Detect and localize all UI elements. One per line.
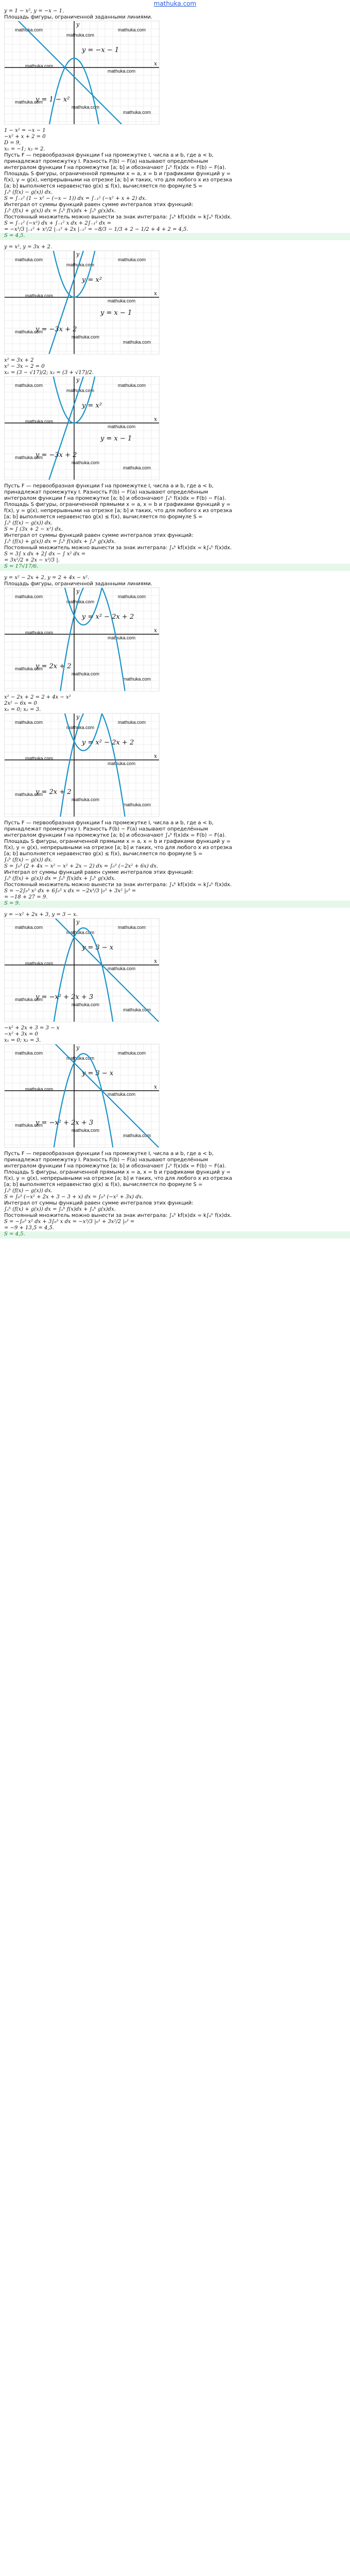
solution-line: −x² + 2x + 3 = 3 − x [4,1025,60,1031]
watermark-text: mathuka.com [108,69,136,74]
function-graph [4,376,160,480]
solution-line: Постоянный множитель можно вынести за знак интеграла: ∫ₐᵇ kf(x)dx = k∫ₐᵇ f(x)dx. [4,1213,232,1218]
answer-line: S = 4,5. [4,1231,25,1237]
solution-line: S = ∫ (3x + 2 − x²) dx. [4,527,63,532]
y-axis-label: y [76,251,80,258]
curve-label: y = 3 − x [82,944,114,952]
solution-line: f(x), y = g(x), непрерывными на отрезке [a; b] и таких, что для любого x из отрезка [4,508,232,514]
solution-line: ∫ₐᵇ (f(x) − g(x)) dx. [4,520,53,526]
solution-line: x₁ = −1; x₂ = 2. [4,146,45,152]
solution-line: принадлежат промежутку I. Разность F(b) − F(a) называют определённым [4,826,208,832]
solution-line: 2x² − 6x = 0 [4,701,37,706]
solution-line: ∫ₐᵇ (f(x) − g(x)) dx. [4,190,53,195]
watermark-text: mathuka.com [66,725,95,730]
curve-label: y = −x − 1 [82,46,119,54]
watermark-text: mathuka.com [108,1092,136,1097]
watermark-text: mathuka.com [123,802,151,807]
solution-line: Интеграл от суммы функций равен сумме интегралов этих функций: [4,1200,194,1206]
graph-svg [5,377,159,480]
watermark-text: mathuka.com [15,594,43,599]
curve-label: y = 1 − x² [36,96,70,104]
curve-label: y = x² [82,276,102,284]
y-axis-label: y [76,714,80,720]
curve-label: y = −x² + 2x + 3 [36,1119,94,1127]
solution-line: S = −∫₀³ x² dx + 3∫₀³ x dx = −x³/3 |₀³ + 3x²/2 |₀³ = [4,1219,135,1225]
solution-line: y = x², y = 3x + 2. [4,244,52,250]
solution-line: Постоянный множитель можно вынести за знак интеграла: ∫ₐᵇ kf(x)dx = k∫ₐᵇ f(x)dx. [4,214,232,220]
solution-line: S = ∫₋₁² (1 − x² − (−x − 1)) dx = ∫₋₁² (−x² + x + 2) dx. [4,196,147,201]
watermark-text: mathuka.com [66,32,95,38]
solution-line: интегралом функции f на промежутке [a; b] и обозначают ∫ₐᵇ f(x)dx = F(b) − F(a). [4,833,226,838]
solution-line: 1 − x² = −x − 1 [4,128,46,133]
solution-line: x₁ = 0; x₂ = 3. [4,1038,41,1043]
watermark-text: mathuka.com [66,599,95,604]
solution-line: Площадь S фигуры, ограниченной прямыми x = a, x = b и графиками функций y = [4,171,231,177]
watermark-text: mathuka.com [66,388,95,393]
solution-line: f(x), y = g(x), непрерывными на отрезке [a; b] и таких, что для любого x из отрезка [4,845,232,851]
watermark-text: mathuka.com [15,99,43,105]
graph-svg [5,1044,159,1147]
watermark-text: mathuka.com [25,961,54,966]
solution-line: интегралом функции f на промежутке [a; b] и обозначают ∫ₐᵇ f(x)dx = F(b) − F(a). [4,496,226,501]
watermark-text: mathuka.com [118,383,146,388]
watermark-text: mathuka.com [123,110,151,115]
solution-line: f(x), y = g(x), непрерывными на отрезке [a; b] и таких, что для любого x из отрезка [4,1176,232,1181]
solution-line: ∫ₐᵇ (f(x) + g(x)) dx = ∫ₐᵇ f(x)dx + ∫ₐᵇ g(x)dx. [4,876,116,882]
y-axis-label: y [76,588,80,595]
solution-line: принадлежат промежутку I. Разность F(b) − F(a) называют определённым [4,1157,208,1163]
solution-line: = −18 + 27 = 9. [4,894,48,900]
watermark-text: mathuka.com [118,925,146,930]
watermark-text: mathuka.com [25,63,54,69]
solution-line: интегралом функции f на промежутке [a; b] и обозначают ∫ₐᵇ f(x)dx = F(b) − F(a). [4,165,226,171]
watermark-text: mathuka.com [15,997,43,1002]
watermark-text: mathuka.com [118,27,146,32]
watermark-text: mathuka.com [15,792,43,797]
solution-line: Площадь S фигуры, ограниченной прямыми x = a, x = b и графиками функций y = [4,1170,231,1175]
curve-label: y = 2x + 2 [36,663,72,670]
y-axis-label: y [76,1044,80,1051]
solution-line: f(x), y = g(x), непрерывными на отрезке [a; b] и таких, что для любого x из отрезка [4,177,232,183]
graph-svg [5,251,159,354]
solution-line: −x² + x + 2 = 0 [4,134,46,140]
x-axis-label: x [154,416,157,422]
solution-line: Пусть F — первообразная функции f на промежутке I, числа a и b, где a < b, [4,483,214,489]
watermark-text: mathuka.com [123,676,151,682]
solution-line: ∫ₐᵇ (f(x) + g(x)) dx = ∫ₐᵇ f(x)dx + ∫ₐᵇ g(x)dx. [4,539,116,545]
curve-label: y = 2x + 2 [36,788,72,796]
solution-line: S = 3∫ x dx + 2∫ dx − ∫ x² dx = [4,551,86,557]
solution-line: x² − 3x − 2 = 0 [4,364,45,369]
function-graph [4,713,160,817]
curve-label: y = 3 − x [82,1070,114,1077]
graph-svg [5,21,159,124]
solution-line: ∫ₐᵇ (f(x) + g(x)) dx = ∫ₐᵇ f(x)dx + ∫ₐᵇ g(x)dx. [4,1207,116,1212]
x-axis-label: x [154,1083,157,1090]
watermark-text: mathuka.com [108,761,136,766]
watermark-text: mathuka.com [15,455,43,460]
solution-line: x₁ = 0; x₂ = 3. [4,707,41,713]
x-axis-label: x [154,958,157,964]
solution-line: = 3x²/2 + 2x − x³/3 |. [4,557,60,563]
solution-line: [a; b] выполняется неравенство g(x) ≤ f(x), вычисляется по формуле S = [4,1182,203,1188]
curve-label: y = −x² + 2x + 3 [36,993,94,1001]
watermark-text: mathuka.com [15,720,43,725]
watermark-text: mathuka.com [25,756,54,761]
solution-line: x₁ = (3 − √17)/2; x₂ = (3 + √17)/2. [4,370,94,376]
curve-label: y = x² [82,402,102,410]
solution-line: Пусть F — первообразная функции f на промежутке I, числа a и b, где a < b, [4,1151,214,1157]
solution-line: S = ∫₀³ (2 + 4x − x² − x² + 2x − 2) dx = ∫₀³ (−2x² + 6x) dx. [4,863,159,869]
graph-svg [5,919,159,1022]
solution-line: S = ∫₀³ (−x² + 2x + 3 − 3 + x) dx = ∫₀³ (−x² + 3x) dx. [4,1194,144,1200]
solution-line: S = −2∫₀³ x² dx + 6∫₀³ x dx = −2x³/3 |₀³ + 3x² |₀³ = [4,888,136,894]
watermark-text: mathuka.com [25,630,54,635]
watermark-text: mathuka.com [15,1123,43,1128]
watermark-text: mathuka.com [118,720,146,725]
solution-line: y = 1 − x², y = −x − 1. [4,8,64,14]
watermark-text: mathuka.com [25,293,54,298]
function-graph [4,918,160,1022]
watermark-text: mathuka.com [66,930,95,935]
watermark-text: mathuka.com [72,797,100,802]
solution-line: интегралом функции f на промежутке [a; b] и обозначают ∫ₐᵇ f(x)dx = F(b) − F(a). [4,1163,226,1169]
solution-line: y = x² − 2x + 2, y = 2 + 4x − x². [4,575,90,581]
answer-line: S = 4,5. [4,233,25,239]
answer-line: S = 17√17/6. [4,564,39,569]
x-axis-label: x [154,753,157,759]
answer-highlight [0,1231,350,1239]
watermark-text: mathuka.com [118,594,146,599]
watermark-text: mathuka.com [72,1002,100,1007]
watermark-text: mathuka.com [108,298,136,303]
watermark-text: mathuka.com [123,340,151,345]
watermark-text: mathuka.com [15,666,43,671]
solution-line: x² − 2x + 2 = 2 + 4x − x² [4,694,71,700]
watermark-text: mathuka.com [118,1050,146,1056]
curve-label: y = −3x + 2 [36,326,77,333]
solution-line: D = 9, [4,140,21,146]
watermark-text: mathuka.com [108,966,136,971]
watermark-text: mathuka.com [123,1133,151,1138]
curve-label: y = −3x + 2 [36,451,77,459]
watermark-text: mathuka.com [72,460,100,465]
x-axis-label: x [154,60,157,67]
watermark-text: mathuka.com [108,635,136,640]
solution-line: ∫ₐᵇ (f(x) + g(x)) dx = ∫ₐᵇ f(x)dx + ∫ₐᵇ g(x)dx. [4,208,116,214]
function-graph [4,587,160,691]
solution-line: Интеграл от суммы функций равен сумме интегралов этих функций: [4,870,194,875]
solution-line: S = ∫₋₁² (−x²) dx + ∫₋₁² x dx + 2∫₋₁² dx = [4,221,111,226]
curve-label: y = x − 1 [100,309,132,317]
solution-line: Постоянный множитель можно вынести за знак интеграла: ∫ₐᵇ kf(x)dx = k∫ₐᵇ f(x)dx. [4,545,232,551]
watermark-text: mathuka.com [25,419,54,424]
solution-line: Пусть F — первообразная функции f на промежутке I, числа a и b, где a < b, [4,820,214,826]
watermark-text: mathuka.com [72,1128,100,1133]
function-graph [4,250,160,354]
function-graph [4,1044,160,1148]
watermark-text: mathuka.com [15,329,43,334]
x-axis-label: x [154,627,157,634]
solution-line: [a; b] выполняется неравенство g(x) ≤ f(x), вычисляется по формуле S = [4,514,203,520]
watermark-text: mathuka.com [15,925,43,930]
solution-line: Пусть F — первообразная функции f на промежутке I, числа a и b, где a < b, [4,152,214,158]
solution-line: ∫ₐᵇ (f(x) − g(x)) dx. [4,857,53,863]
watermark-text: mathuka.com [66,262,95,267]
answer-highlight [0,233,350,240]
graph-svg [5,714,159,817]
watermark-text: mathuka.com [72,334,100,340]
solution-line: Постоянный множитель можно вынести за знак интеграла: ∫ₐᵇ kf(x)dx = k∫ₐᵇ f(x)dx. [4,882,232,888]
watermark-text: mathuka.com [123,1007,151,1012]
x-axis-label: x [154,290,157,297]
watermark-text: mathuka.com [15,383,43,388]
solution-line: x² = 3x + 2 [4,358,34,363]
watermark-text: mathuka.com [72,671,100,676]
function-graph [4,21,160,125]
solution-line: Интеграл от суммы функций равен сумме интегралов этих функций: [4,202,194,208]
watermark-text: mathuka.com [108,424,136,429]
y-axis-label: y [76,21,80,28]
watermark-text: mathuka.com [123,465,151,470]
site-link[interactable]: mathuka.com [153,0,197,7]
solution-line: Интеграл от суммы функций равен сумме интегралов этих функций: [4,533,194,538]
solution-line: Площадь фигуры, ограниченной заданными линиями. [4,14,153,20]
solution-line: принадлежат промежутку I. Разность F(b) − F(a) называют определённым [4,489,208,495]
solution-line: ∫ₐᵇ (f(x) − g(x)) dx. [4,1188,53,1194]
solution-line: −x² + 3x = 0 [4,1031,38,1037]
solution-line: Площадь фигуры, ограниченной заданными линиями. [4,581,153,587]
answer-highlight [0,564,350,571]
solution-line: = −9 + 13,5 = 4,5. [4,1225,55,1231]
answer-line: S = 9. [4,901,21,906]
solution-line: [a; b] выполняется неравенство g(x) ≤ f(x), вычисляется по формуле S = [4,851,203,857]
solution-line: принадлежат промежутку I. Разность F(b) − F(a) называют определённым [4,159,208,164]
answer-highlight [0,901,350,908]
y-axis-label: y [76,919,80,925]
watermark-text: mathuka.com [15,257,43,262]
solution-line: Площадь S фигуры, ограниченной прямыми x = a, x = b и графиками функций y = [4,502,231,507]
watermark-text: mathuka.com [118,257,146,262]
watermark-text: mathuka.com [66,1056,95,1061]
solution-line: y = −x² + 2x + 3, y = 3 − x. [4,912,78,918]
watermark-text: mathuka.com [72,105,100,110]
solution-line: = −x³/3 |₋₁² + x²/2 |₋₁² + 2x |₋₁² = −8/3 − 1/3 + 2 − 1/2 + 4 + 2 = 4,5. [4,227,188,232]
y-axis-label: y [76,377,80,383]
watermark-text: mathuka.com [15,1050,43,1056]
curve-label: y = x − 1 [100,435,132,443]
graph-svg [5,588,159,691]
watermark-text: mathuka.com [25,1087,54,1092]
curve-label: y = x² − 2x + 2 [82,739,134,747]
solution-line: Площадь S фигуры, ограниченной прямыми x = a, x = b и графиками функций y = [4,839,231,844]
solution-line: [a; b] выполняется неравенство g(x) ≤ f(x), вычисляется по формуле S = [4,183,203,189]
curve-label: y = x² − 2x + 2 [82,613,134,621]
watermark-text: mathuka.com [15,27,43,32]
